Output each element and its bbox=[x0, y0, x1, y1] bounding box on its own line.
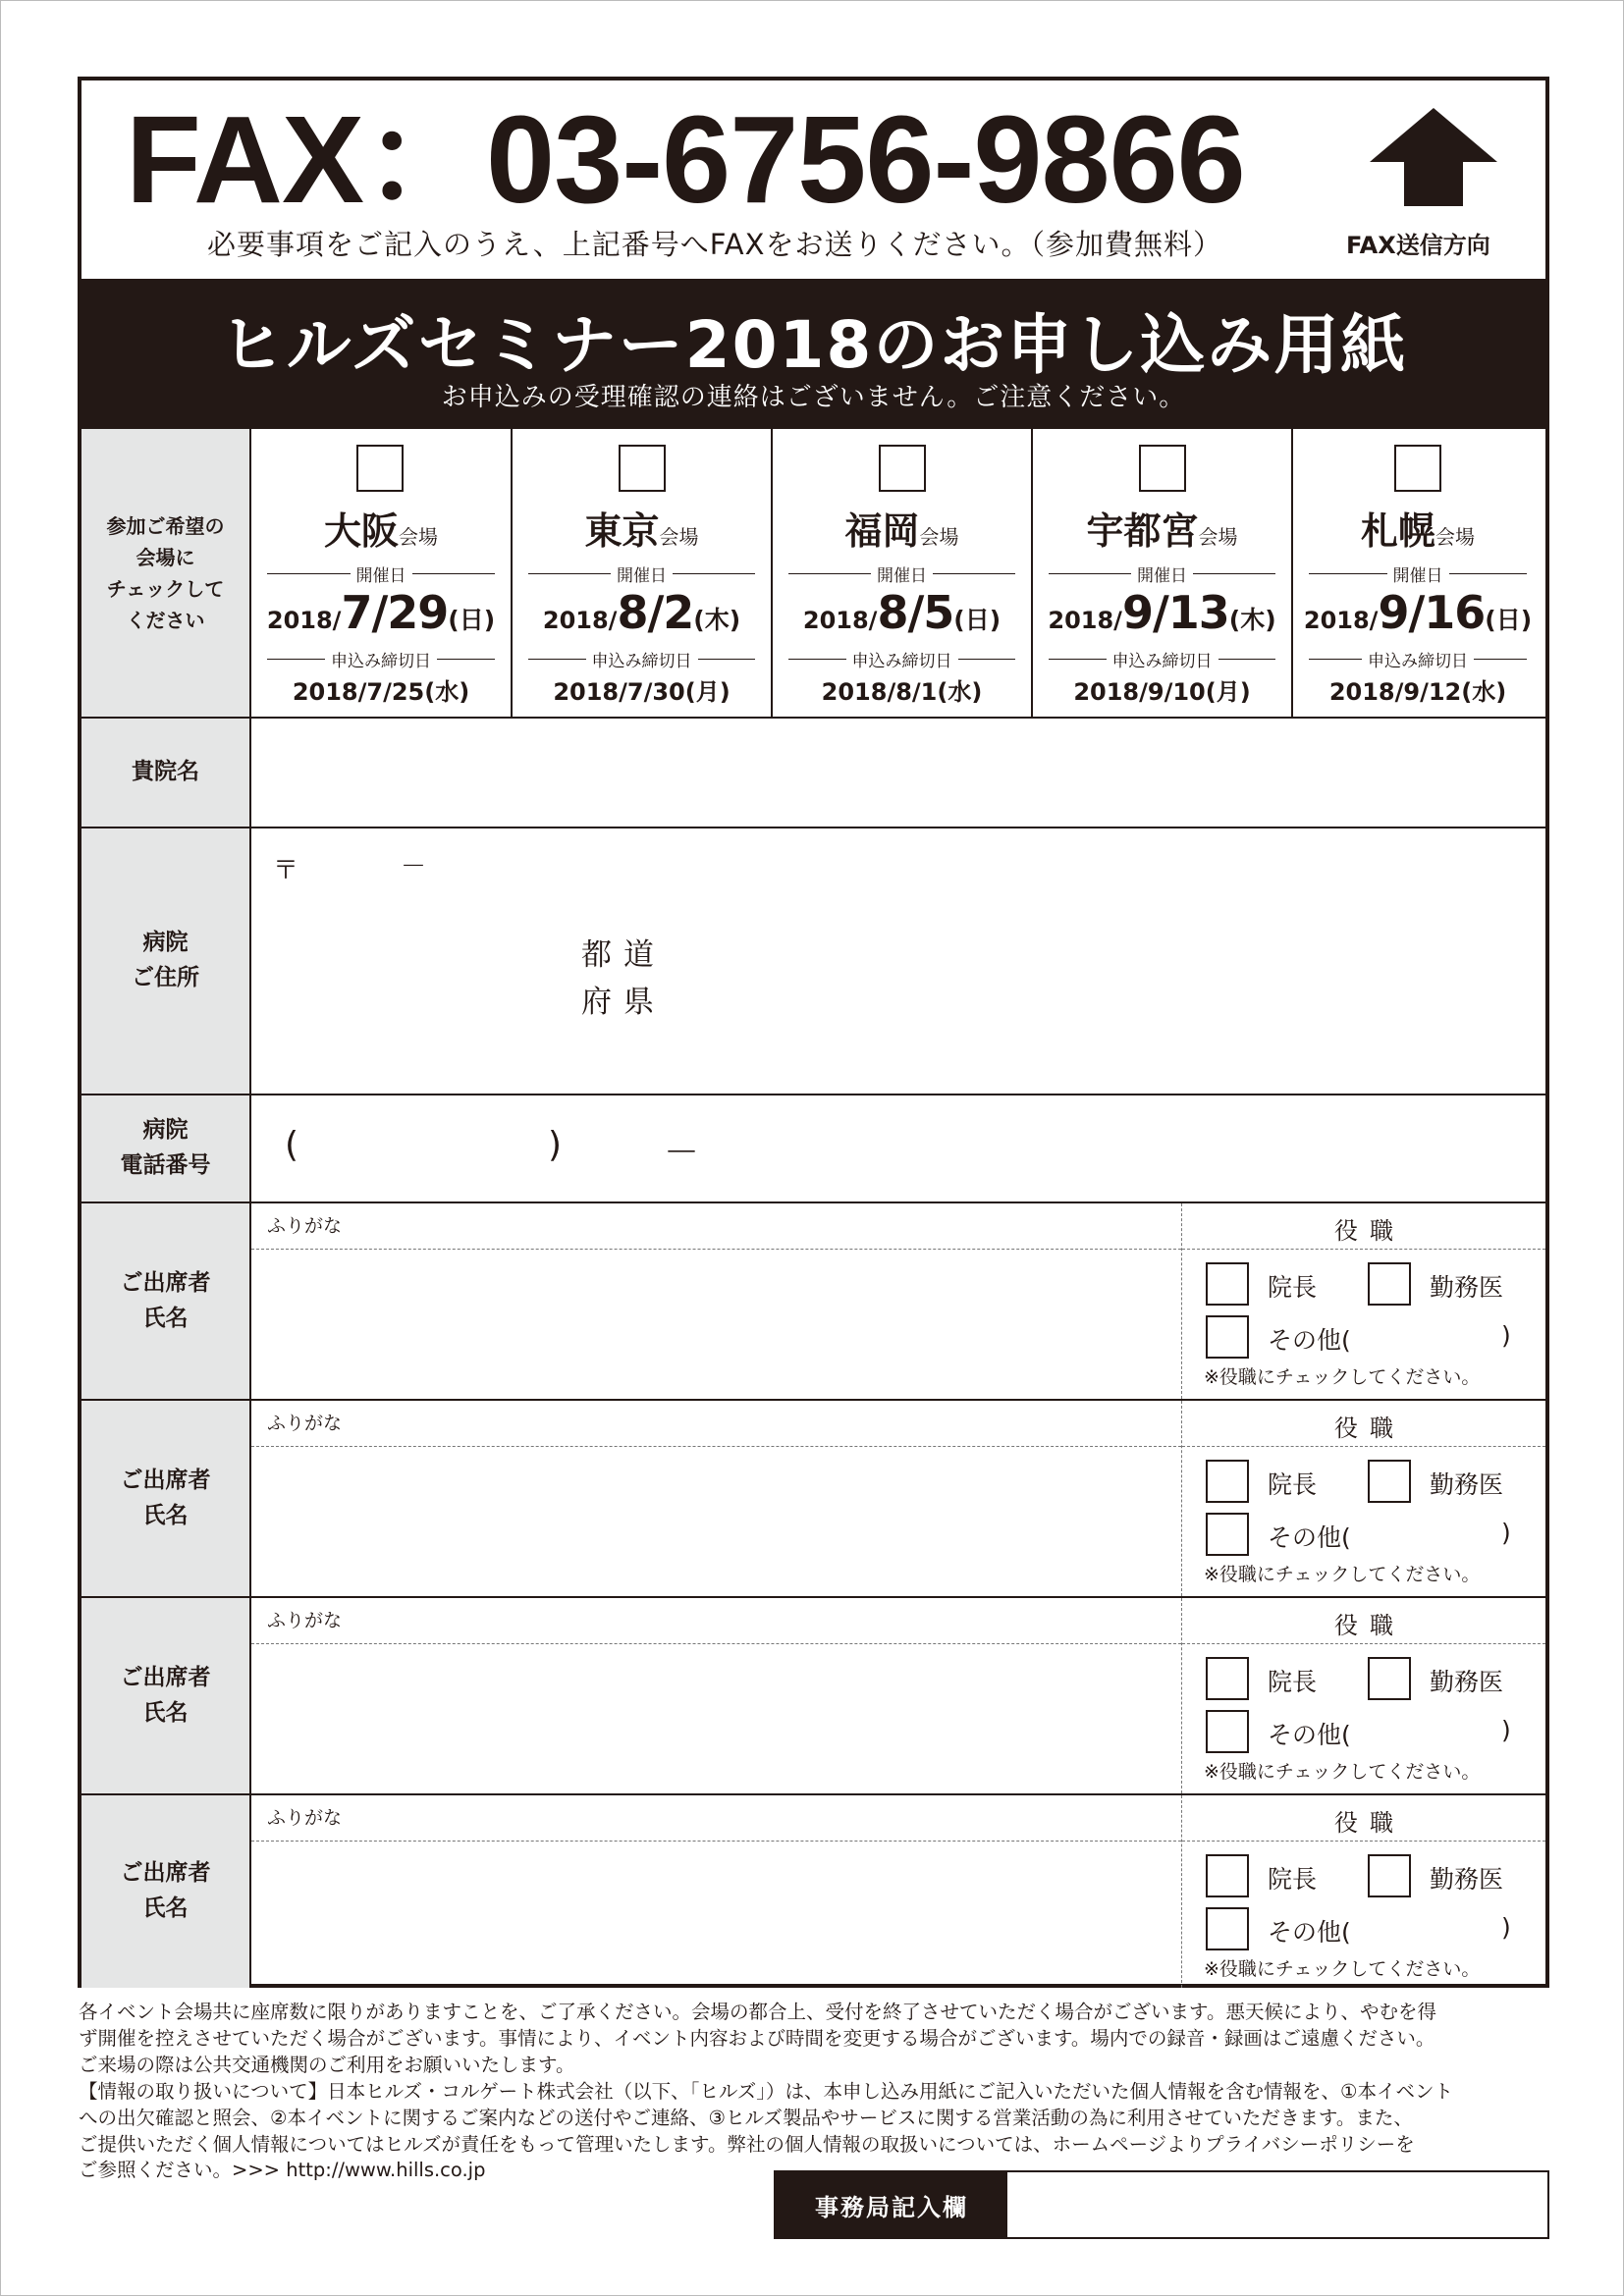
venue-city: 札幌 bbox=[1360, 509, 1435, 553]
prefecture-label: 都道 府県 bbox=[581, 937, 666, 1021]
held-date: 2018/7/29(日) bbox=[266, 586, 496, 639]
position-note: ※役職にチェックしてください。 bbox=[1204, 1366, 1481, 1388]
other-checkbox[interactable] bbox=[1206, 1710, 1249, 1753]
doctor-checkbox[interactable] bbox=[1368, 1262, 1411, 1306]
clinic-label: 貴院名 bbox=[81, 719, 251, 827]
footer-line: ご提供いただく個人情報についてはヒルズが責任をもって管理いたします。弊社の個人情報の取扱いについては、ホームページよりプライバシーポリシーを bbox=[79, 2132, 1415, 2156]
venue-suffix: 会場 bbox=[1198, 525, 1238, 549]
venue-label: 参加ご希望の 会場に チェックして ください bbox=[81, 429, 251, 717]
attendee-name-field[interactable] bbox=[251, 1401, 1182, 1596]
position-section bbox=[1182, 1795, 1545, 1988]
venue-city: 福岡 bbox=[844, 509, 920, 553]
venue-city: 大阪 bbox=[323, 509, 399, 553]
deadline-heading: 申込み締切日 bbox=[1309, 649, 1527, 668]
deadline-date: 2018/8/1(水) bbox=[821, 678, 983, 706]
held-date-heading: 開催日 bbox=[1049, 563, 1275, 583]
venue-name bbox=[251, 501, 511, 555]
title-band bbox=[81, 279, 1545, 427]
deadline-heading: 申込み締切日 bbox=[1049, 649, 1275, 668]
furigana-label: ふりがな bbox=[267, 1413, 343, 1434]
form-notice: お申込みの受理確認の連絡はございません。ご注意ください。 bbox=[441, 383, 1186, 412]
position-note: ※役職にチェックしてください。 bbox=[1204, 1761, 1481, 1783]
footer-line: ず開催を控えさせていただく場合がございます。事情により、イベント内容および時間を変更する場合がございます。場内での録音・録画はご遠慮ください。 bbox=[79, 2026, 1435, 2050]
director-label: 院長 bbox=[1268, 1470, 1318, 1499]
venue-checkbox[interactable] bbox=[356, 445, 404, 492]
held-date-heading: 開催日 bbox=[788, 563, 1015, 583]
other-checkbox[interactable] bbox=[1206, 1907, 1249, 1950]
clinic-name-field[interactable] bbox=[251, 719, 1545, 827]
position-title: 役職 bbox=[1334, 1612, 1405, 1639]
address-field[interactable] bbox=[251, 828, 1545, 1094]
office-use-box[interactable] bbox=[774, 2170, 1549, 2239]
doctor-checkbox[interactable] bbox=[1368, 1854, 1411, 1897]
deadline-date: 2018/9/10(月) bbox=[1073, 678, 1251, 706]
footer-line: への出欠確認と照会、②本イベントに関するご案内などの送付やご連絡、③ヒルズ製品やサービスに関する営業活動の為に利用させていただきます。また、 bbox=[79, 2106, 1413, 2129]
footer-line: ご参照ください。>>> http://www.hills.co.jp bbox=[79, 2159, 486, 2182]
position-divider bbox=[1182, 1446, 1545, 1447]
doctor-checkbox[interactable] bbox=[1368, 1460, 1411, 1503]
furigana-divider bbox=[251, 1249, 1181, 1250]
venue-column bbox=[251, 429, 511, 717]
phone-close-paren: ) bbox=[548, 1125, 563, 1165]
venue-row bbox=[81, 427, 1545, 717]
position-section bbox=[1182, 1203, 1545, 1399]
venue-checkbox[interactable] bbox=[619, 445, 666, 492]
fax-direction-label: FAX送信方向 bbox=[1346, 232, 1490, 259]
fax-instruction: 必要事項をご記入のうえ、上記番号へFAXをお送りください。（参加費無料） bbox=[207, 228, 1222, 261]
position-divider bbox=[1182, 1249, 1545, 1250]
attendee-label: ご出席者 氏名 bbox=[81, 1401, 251, 1596]
deadline-date: 2018/7/30(月) bbox=[553, 678, 731, 706]
held-date-heading: 開催日 bbox=[1309, 563, 1527, 583]
attendee-name-field[interactable] bbox=[251, 1203, 1182, 1399]
position-title: 役職 bbox=[1334, 1217, 1405, 1245]
phone-label: 病院 電話番号 bbox=[81, 1095, 251, 1201]
doctor-label: 勤務医 bbox=[1430, 1865, 1504, 1894]
other-label: その他( bbox=[1268, 1523, 1351, 1552]
furigana-divider bbox=[251, 1446, 1181, 1447]
attendee-cell bbox=[251, 1795, 1545, 1988]
attendee-name-field[interactable] bbox=[251, 1795, 1182, 1988]
attendee-name-field[interactable] bbox=[251, 1598, 1182, 1793]
phone-open-paren: ( bbox=[285, 1125, 299, 1165]
furigana-label: ふりがな bbox=[267, 1610, 343, 1631]
position-divider bbox=[1182, 1841, 1545, 1842]
deadline-heading: 申込み締切日 bbox=[267, 649, 495, 668]
address-row bbox=[81, 827, 1545, 1094]
phone-row bbox=[81, 1094, 1545, 1201]
deadline-heading: 申込み締切日 bbox=[528, 649, 755, 668]
held-date: 2018/9/16(日) bbox=[1303, 586, 1533, 639]
venue-column bbox=[1031, 429, 1291, 717]
venue-cells bbox=[251, 429, 1545, 717]
doctor-checkbox[interactable] bbox=[1368, 1657, 1411, 1700]
venue-checkbox[interactable] bbox=[1394, 445, 1441, 492]
postal-mark: 〒 bbox=[273, 856, 299, 885]
venue-city: 東京 bbox=[584, 509, 660, 553]
position-note: ※役職にチェックしてください。 bbox=[1204, 1564, 1481, 1585]
director-checkbox[interactable] bbox=[1206, 1460, 1249, 1503]
venue-name bbox=[1293, 501, 1543, 555]
form-frame bbox=[78, 77, 1549, 1988]
venue-column bbox=[511, 429, 771, 717]
attendee-cell bbox=[251, 1598, 1545, 1793]
other-close-paren: ) bbox=[1501, 1519, 1511, 1547]
attendee-cell bbox=[251, 1203, 1545, 1399]
furigana-label: ふりがな bbox=[267, 1215, 343, 1237]
phone-field[interactable] bbox=[251, 1095, 1545, 1201]
other-label: その他( bbox=[1268, 1326, 1351, 1355]
held-date: 2018/8/5(日) bbox=[802, 586, 1001, 639]
doctor-label: 勤務医 bbox=[1430, 1273, 1504, 1302]
other-label: その他( bbox=[1268, 1721, 1351, 1749]
other-close-paren: ) bbox=[1501, 1321, 1511, 1350]
fax-header bbox=[81, 80, 1545, 279]
doctor-label: 勤務医 bbox=[1430, 1668, 1504, 1696]
address-label: 病院 ご住所 bbox=[81, 828, 251, 1094]
furigana-label: ふりがな bbox=[267, 1807, 343, 1829]
other-close-paren: ) bbox=[1501, 1716, 1511, 1744]
attendee-row bbox=[81, 1793, 1545, 1988]
venue-city: 宇都宮 bbox=[1086, 509, 1199, 553]
other-checkbox[interactable] bbox=[1206, 1513, 1249, 1556]
position-note: ※役職にチェックしてください。 bbox=[1204, 1958, 1481, 1980]
venue-suffix: 会場 bbox=[919, 525, 959, 549]
attendee-cell bbox=[251, 1401, 1545, 1596]
director-label: 院長 bbox=[1268, 1273, 1318, 1302]
attendee-row bbox=[81, 1399, 1545, 1596]
venue-suffix: 会場 bbox=[399, 525, 438, 549]
attendee-label: ご出席者 氏名 bbox=[81, 1203, 251, 1399]
footer-line: 各イベント会場共に座席数に限りがありますことを、ご了承ください。会場の都合上、受付を終了させていただく場合がございます。悪天候により、やむを得 bbox=[79, 2001, 1436, 2023]
doctor-label: 勤務医 bbox=[1430, 1470, 1504, 1499]
up-arrow-icon bbox=[1370, 108, 1497, 206]
director-label: 院長 bbox=[1268, 1865, 1318, 1894]
office-use-label: 事務局記入欄 bbox=[776, 2172, 1007, 2237]
position-title: 役職 bbox=[1334, 1415, 1405, 1442]
deadline-date: 2018/9/12(水) bbox=[1328, 678, 1507, 706]
venue-suffix: 会場 bbox=[659, 525, 699, 549]
footer-notes bbox=[79, 2000, 1551, 2184]
footer-line: ご来場の際は公共交通機関のご利用をお願いいたします。 bbox=[79, 2053, 575, 2076]
position-section bbox=[1182, 1598, 1545, 1793]
fax-number: FAX：03-6756-9866 bbox=[126, 90, 1245, 229]
other-checkbox[interactable] bbox=[1206, 1315, 1249, 1359]
position-title: 役職 bbox=[1334, 1809, 1405, 1837]
venue-name bbox=[513, 501, 771, 555]
held-date: 2018/9/13(木) bbox=[1048, 586, 1276, 639]
phone-dash: － bbox=[664, 1133, 700, 1173]
other-close-paren: ) bbox=[1501, 1913, 1511, 1942]
director-checkbox[interactable] bbox=[1206, 1657, 1249, 1700]
venue-column bbox=[771, 429, 1031, 717]
form-title: ヒルズセミナー2018のお申し込み用紙 bbox=[219, 307, 1408, 383]
other-label: その他( bbox=[1268, 1918, 1351, 1947]
venue-column bbox=[1291, 429, 1543, 717]
attendee-row bbox=[81, 1201, 1545, 1399]
attendee-label: ご出席者 氏名 bbox=[81, 1598, 251, 1793]
furigana-divider bbox=[251, 1841, 1181, 1842]
director-checkbox[interactable] bbox=[1206, 1262, 1249, 1306]
held-date-heading: 開催日 bbox=[267, 563, 495, 583]
attendee-label: ご出席者 氏名 bbox=[81, 1795, 251, 1988]
held-date-heading: 開催日 bbox=[528, 563, 755, 583]
deadline-date: 2018/7/25(水) bbox=[292, 678, 470, 706]
furigana-divider bbox=[251, 1643, 1181, 1644]
position-divider bbox=[1182, 1643, 1545, 1644]
venue-name bbox=[1033, 501, 1291, 555]
postal-dash: － bbox=[401, 852, 427, 881]
venue-checkbox[interactable] bbox=[1139, 445, 1186, 492]
held-date: 2018/8/2(木) bbox=[542, 586, 741, 639]
director-label: 院長 bbox=[1268, 1668, 1318, 1696]
director-checkbox[interactable] bbox=[1206, 1854, 1249, 1897]
venue-name bbox=[773, 501, 1031, 555]
attendee-row bbox=[81, 1596, 1545, 1793]
deadline-heading: 申込み締切日 bbox=[788, 649, 1015, 668]
footer-line: 【情報の取り扱いについて】日本ヒルズ・コルゲート株式会社（以下、「ヒルズ」）は、本申し込み用紙にご記入いただいた個人情報を含む情報を、①本イベント bbox=[79, 2079, 1454, 2103]
venue-checkbox[interactable] bbox=[879, 445, 926, 492]
venue-suffix: 会場 bbox=[1435, 525, 1475, 549]
position-section bbox=[1182, 1401, 1545, 1596]
clinic-row bbox=[81, 717, 1545, 827]
